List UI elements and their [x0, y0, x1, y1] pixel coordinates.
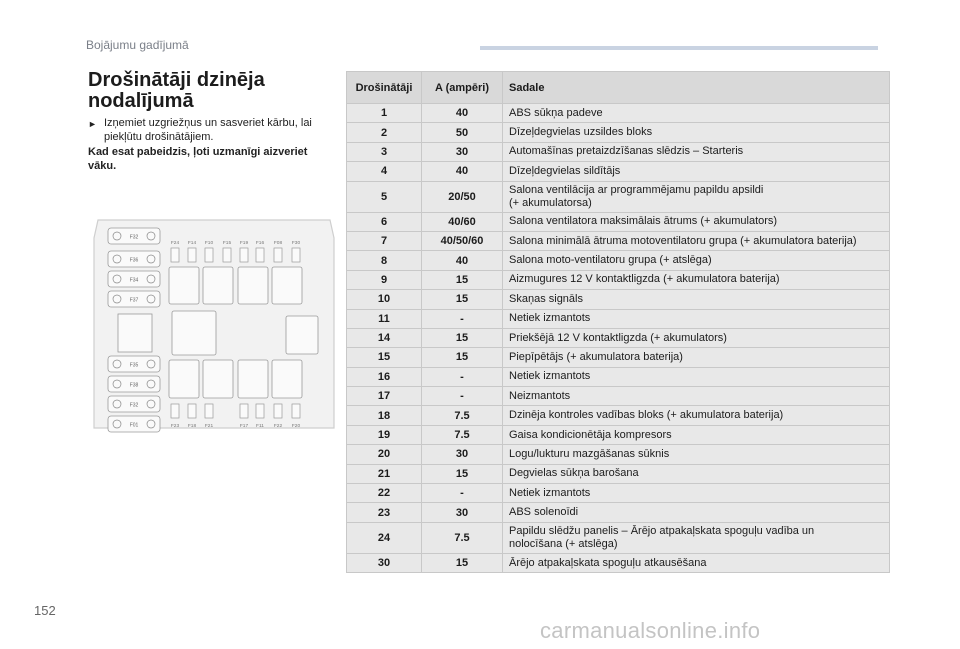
mini-fuse	[240, 248, 248, 262]
relay-box	[169, 360, 199, 398]
table-row	[347, 270, 890, 289]
left-fuse-label: F32	[129, 402, 139, 409]
fuse-description-line: Piepīpētājs (+ akumulatora baterija)	[509, 350, 683, 363]
left-fuse-label: F36	[129, 257, 139, 264]
mini-fuse	[171, 248, 179, 262]
fuse-description	[503, 123, 890, 142]
mini-fuse	[223, 248, 231, 262]
fuse-amperage: 40	[422, 104, 503, 123]
fuse-description	[503, 464, 890, 483]
table-row	[347, 406, 890, 425]
left-fuse-label: F01	[129, 422, 139, 429]
left-fuse	[108, 291, 160, 307]
fuse-number: 15	[347, 348, 422, 367]
fuse-amperage: 15	[422, 553, 503, 572]
fuse-amperage: 40/60	[422, 212, 503, 231]
header-fuses: Drošinātāji	[347, 72, 422, 104]
bottom-fuse-label: F17	[239, 424, 249, 429]
bottom-fuse-label: F23	[170, 424, 180, 429]
left-fuse	[108, 356, 160, 372]
fuse-description	[503, 328, 890, 347]
fuse-description-line: Netiek izmantots	[509, 486, 591, 499]
fuse-description	[503, 162, 890, 181]
fuse-amperage: 40	[422, 162, 503, 181]
fuse-number: 8	[347, 251, 422, 270]
fuse-description-line: Netiek izmantots	[509, 370, 591, 383]
fuse-description-line: Aizmugures 12 V kontaktligzda (+ akumulatora baterija)	[509, 273, 780, 286]
fuse-amperage: 30	[422, 503, 503, 522]
fuse-amperage: 15	[422, 290, 503, 309]
fuse-number: 17	[347, 387, 422, 406]
table-row	[347, 553, 890, 572]
fuse-number: 30	[347, 553, 422, 572]
left-fuse-label: F32	[129, 234, 139, 241]
section-title-line2: nodalījumā	[88, 90, 194, 112]
fuse-description-line: Salona ventilācija ar programmējamu papildu apsildi	[509, 183, 764, 196]
table-row	[347, 445, 890, 464]
left-relay	[118, 314, 152, 352]
fuse-description-line2: (+ akumulatorsa)	[509, 196, 592, 209]
fuse-description-line: Salona moto-ventilatoru grupa (+ atslēga)	[509, 254, 712, 267]
fuse-amperage: -	[422, 387, 503, 406]
fuse-description-line: Dīzeļdegvielas sildītājs	[509, 164, 621, 177]
fuse-description	[503, 367, 890, 386]
table-row	[347, 123, 890, 142]
fuse-amperage: 30	[422, 445, 503, 464]
mini-fuse	[240, 404, 248, 418]
mini-fuse	[274, 404, 282, 418]
fuse-number: 16	[347, 367, 422, 386]
large-relay	[172, 311, 216, 355]
fuse-description	[503, 425, 890, 444]
top-fuse-label: F24	[170, 241, 180, 246]
fuse-description-line: Salona ventilatora maksimālais ātrums (+ akumulators)	[509, 215, 778, 228]
fuse-description-line: Papildu slēdžu panelis – Ārējo atpakaļskata spoguļu vadība un	[509, 524, 815, 537]
fuse-box-diagram	[88, 206, 340, 442]
table-row	[347, 522, 890, 553]
relay-box	[203, 267, 233, 304]
fuse-description-line: Priekšējā 12 V kontaktligzda (+ akumulators)	[509, 331, 727, 344]
left-fuse-label: F37	[129, 297, 139, 304]
fuse-description	[503, 445, 890, 464]
fuse-number: 9	[347, 270, 422, 289]
instruction-text: Izņemiet uzgriežņus un sasveriet kārbu, lai piekļūtu drošinātājiem.	[104, 117, 312, 143]
fuse-description	[503, 387, 890, 406]
fuse-number: 4	[347, 162, 422, 181]
fuse-table	[346, 71, 890, 573]
mini-fuse	[188, 248, 196, 262]
side-relay	[286, 316, 318, 354]
fuse-number: 19	[347, 425, 422, 444]
mini-fuse	[274, 248, 282, 262]
fuse-number: 2	[347, 123, 422, 142]
left-fuse-label: F34	[129, 277, 139, 284]
top-fuse-label: F16	[255, 241, 265, 246]
fuse-description	[503, 290, 890, 309]
fuse-description	[503, 553, 890, 572]
table-row	[347, 387, 890, 406]
fuse-amperage: 50	[422, 123, 503, 142]
table-row	[347, 290, 890, 309]
bottom-fuse-label: F21	[204, 424, 214, 429]
fuse-description	[503, 142, 890, 161]
mini-fuse	[205, 248, 213, 262]
page-number: 152	[34, 603, 56, 618]
watermark: carmanualsonline.info	[540, 618, 761, 643]
fuse-amperage: 7.5	[422, 522, 503, 553]
fuse-number: 21	[347, 464, 422, 483]
table-row	[347, 309, 890, 328]
bottom-fuse-label: F11	[256, 424, 264, 429]
top-fuse-label: F10	[204, 241, 214, 246]
table-row	[347, 104, 890, 123]
left-fuse-label: F38	[129, 382, 139, 389]
table-row	[347, 484, 890, 503]
section-title	[88, 70, 348, 112]
top-fuse-label: F15	[222, 241, 232, 246]
relay-box	[238, 267, 268, 304]
mini-fuse	[256, 248, 264, 262]
fuse-number: 6	[347, 212, 422, 231]
fuse-description	[503, 348, 890, 367]
fuse-description-line: ABS sūkņa padeve	[509, 106, 603, 119]
fuse-amperage: 40	[422, 251, 503, 270]
fuse-number: 7	[347, 231, 422, 250]
left-fuse	[108, 251, 160, 267]
mini-fuse	[292, 404, 300, 418]
fuse-description-line: Netiek izmantots	[509, 312, 591, 325]
fuse-description	[503, 406, 890, 425]
fuse-description	[503, 270, 890, 289]
table-row	[347, 464, 890, 483]
fuse-amperage: -	[422, 484, 503, 503]
relay-box	[238, 360, 268, 398]
fuse-number: 10	[347, 290, 422, 309]
fuse-amperage: 20/50	[422, 181, 503, 212]
fuse-description	[503, 522, 890, 553]
fuse-amperage: -	[422, 309, 503, 328]
table-row	[347, 162, 890, 181]
left-fuse-label: F35	[129, 362, 139, 369]
bullet-icon: ►	[88, 119, 97, 129]
fuse-amperage: 15	[422, 328, 503, 347]
fuse-description-line: Salona minimālā ātruma motoventilatoru grupa (+ akumulatora baterija)	[509, 234, 857, 247]
table-row	[347, 328, 890, 347]
mini-fuse	[292, 248, 300, 262]
fuse-amperage: 7.5	[422, 425, 503, 444]
warning-text: Kad esat pabeidzis, ļoti uzmanīgi aizveriet vāku.	[88, 146, 308, 172]
bottom-fuse-label: F20	[291, 424, 301, 429]
table-row	[347, 425, 890, 444]
relay-box	[203, 360, 233, 398]
mini-fuse	[256, 404, 264, 418]
fuse-description-line: Logu/lukturu mazgāšanas sūknis	[509, 447, 670, 460]
fuse-description	[503, 181, 890, 212]
bottom-fuse-label: F22	[273, 424, 283, 429]
left-fuse	[108, 396, 160, 412]
mini-fuse	[188, 404, 196, 418]
fuse-description	[503, 484, 890, 503]
table-header-row	[347, 72, 890, 104]
fuse-number: 11	[347, 309, 422, 328]
fuse-description-line: Dzinēja kontroles vadības bloks (+ akumulatora baterija)	[509, 409, 784, 422]
table-row	[347, 251, 890, 270]
fuse-description	[503, 309, 890, 328]
relay-box	[272, 267, 302, 304]
fuse-number: 23	[347, 503, 422, 522]
fuse-amperage: 30	[422, 142, 503, 161]
fuse-number: 22	[347, 484, 422, 503]
mini-fuse	[171, 404, 179, 418]
fuse-description-line: Gaisa kondicionētāja kompresors	[509, 428, 672, 441]
fuse-description-line: ABS solenoīdi	[509, 506, 579, 519]
fuse-description	[503, 251, 890, 270]
table-row	[347, 348, 890, 367]
fuse-number: 1	[347, 104, 422, 123]
header-title: Bojājumu gadījumā	[86, 38, 189, 52]
fuse-number: 3	[347, 142, 422, 161]
fuse-description-line: Automašīnas pretaizdzīšanas slēdzis – Starteris	[509, 145, 744, 158]
section-title-line1: Drošinātāji dzinēja	[88, 69, 265, 91]
fuse-amperage: 7.5	[422, 406, 503, 425]
table-row	[347, 367, 890, 386]
fuse-description-line: Ārējo atpakaļskata spoguļu atkausēšana	[509, 556, 707, 569]
left-fuse	[108, 416, 160, 432]
fuse-description-line: Degvielas sūkņa barošana	[509, 467, 639, 480]
fuse-description	[503, 231, 890, 250]
header-amperes: A (ampēri)	[422, 72, 503, 104]
fuse-description-line: Dīzeļdegvielas uzsildes bloks	[509, 126, 653, 139]
table-row	[347, 231, 890, 250]
top-fuse-label: F14	[187, 241, 197, 246]
mini-fuse	[205, 404, 213, 418]
top-fuse-label: F08	[273, 241, 283, 246]
table-row	[347, 181, 890, 212]
left-fuse	[108, 228, 160, 244]
table-row	[347, 212, 890, 231]
left-fuse	[108, 376, 160, 392]
fuse-description-line2: nolocīšana (+ atslēga)	[509, 537, 618, 550]
top-fuse-label: F19	[239, 241, 249, 246]
fuse-number: 24	[347, 522, 422, 553]
instructions	[88, 116, 338, 173]
top-fuse-label: F30	[291, 241, 301, 246]
fuse-description	[503, 212, 890, 231]
fuse-amperage: 15	[422, 464, 503, 483]
fuse-number: 20	[347, 445, 422, 464]
fuse-amperage: 15	[422, 270, 503, 289]
fuse-amperage: -	[422, 367, 503, 386]
fuse-amperage: 40/50/60	[422, 231, 503, 250]
relay-box	[272, 360, 302, 398]
table-row	[347, 503, 890, 522]
fuse-description-line: Neizmantots	[509, 389, 571, 402]
relay-box	[169, 267, 199, 304]
header-distribution: Sadale	[503, 72, 890, 104]
header-bar	[480, 46, 878, 50]
fuse-description	[503, 503, 890, 522]
table-row	[347, 142, 890, 161]
instruction-bullet	[88, 116, 338, 144]
fuse-number: 18	[347, 406, 422, 425]
bottom-fuse-label: F18	[187, 424, 197, 429]
fuse-description	[503, 104, 890, 123]
fuse-amperage: 15	[422, 348, 503, 367]
left-fuse	[108, 271, 160, 287]
fuse-number: 5	[347, 181, 422, 212]
fuse-number: 14	[347, 328, 422, 347]
fuse-description-line: Skaņas signāls	[509, 292, 583, 305]
